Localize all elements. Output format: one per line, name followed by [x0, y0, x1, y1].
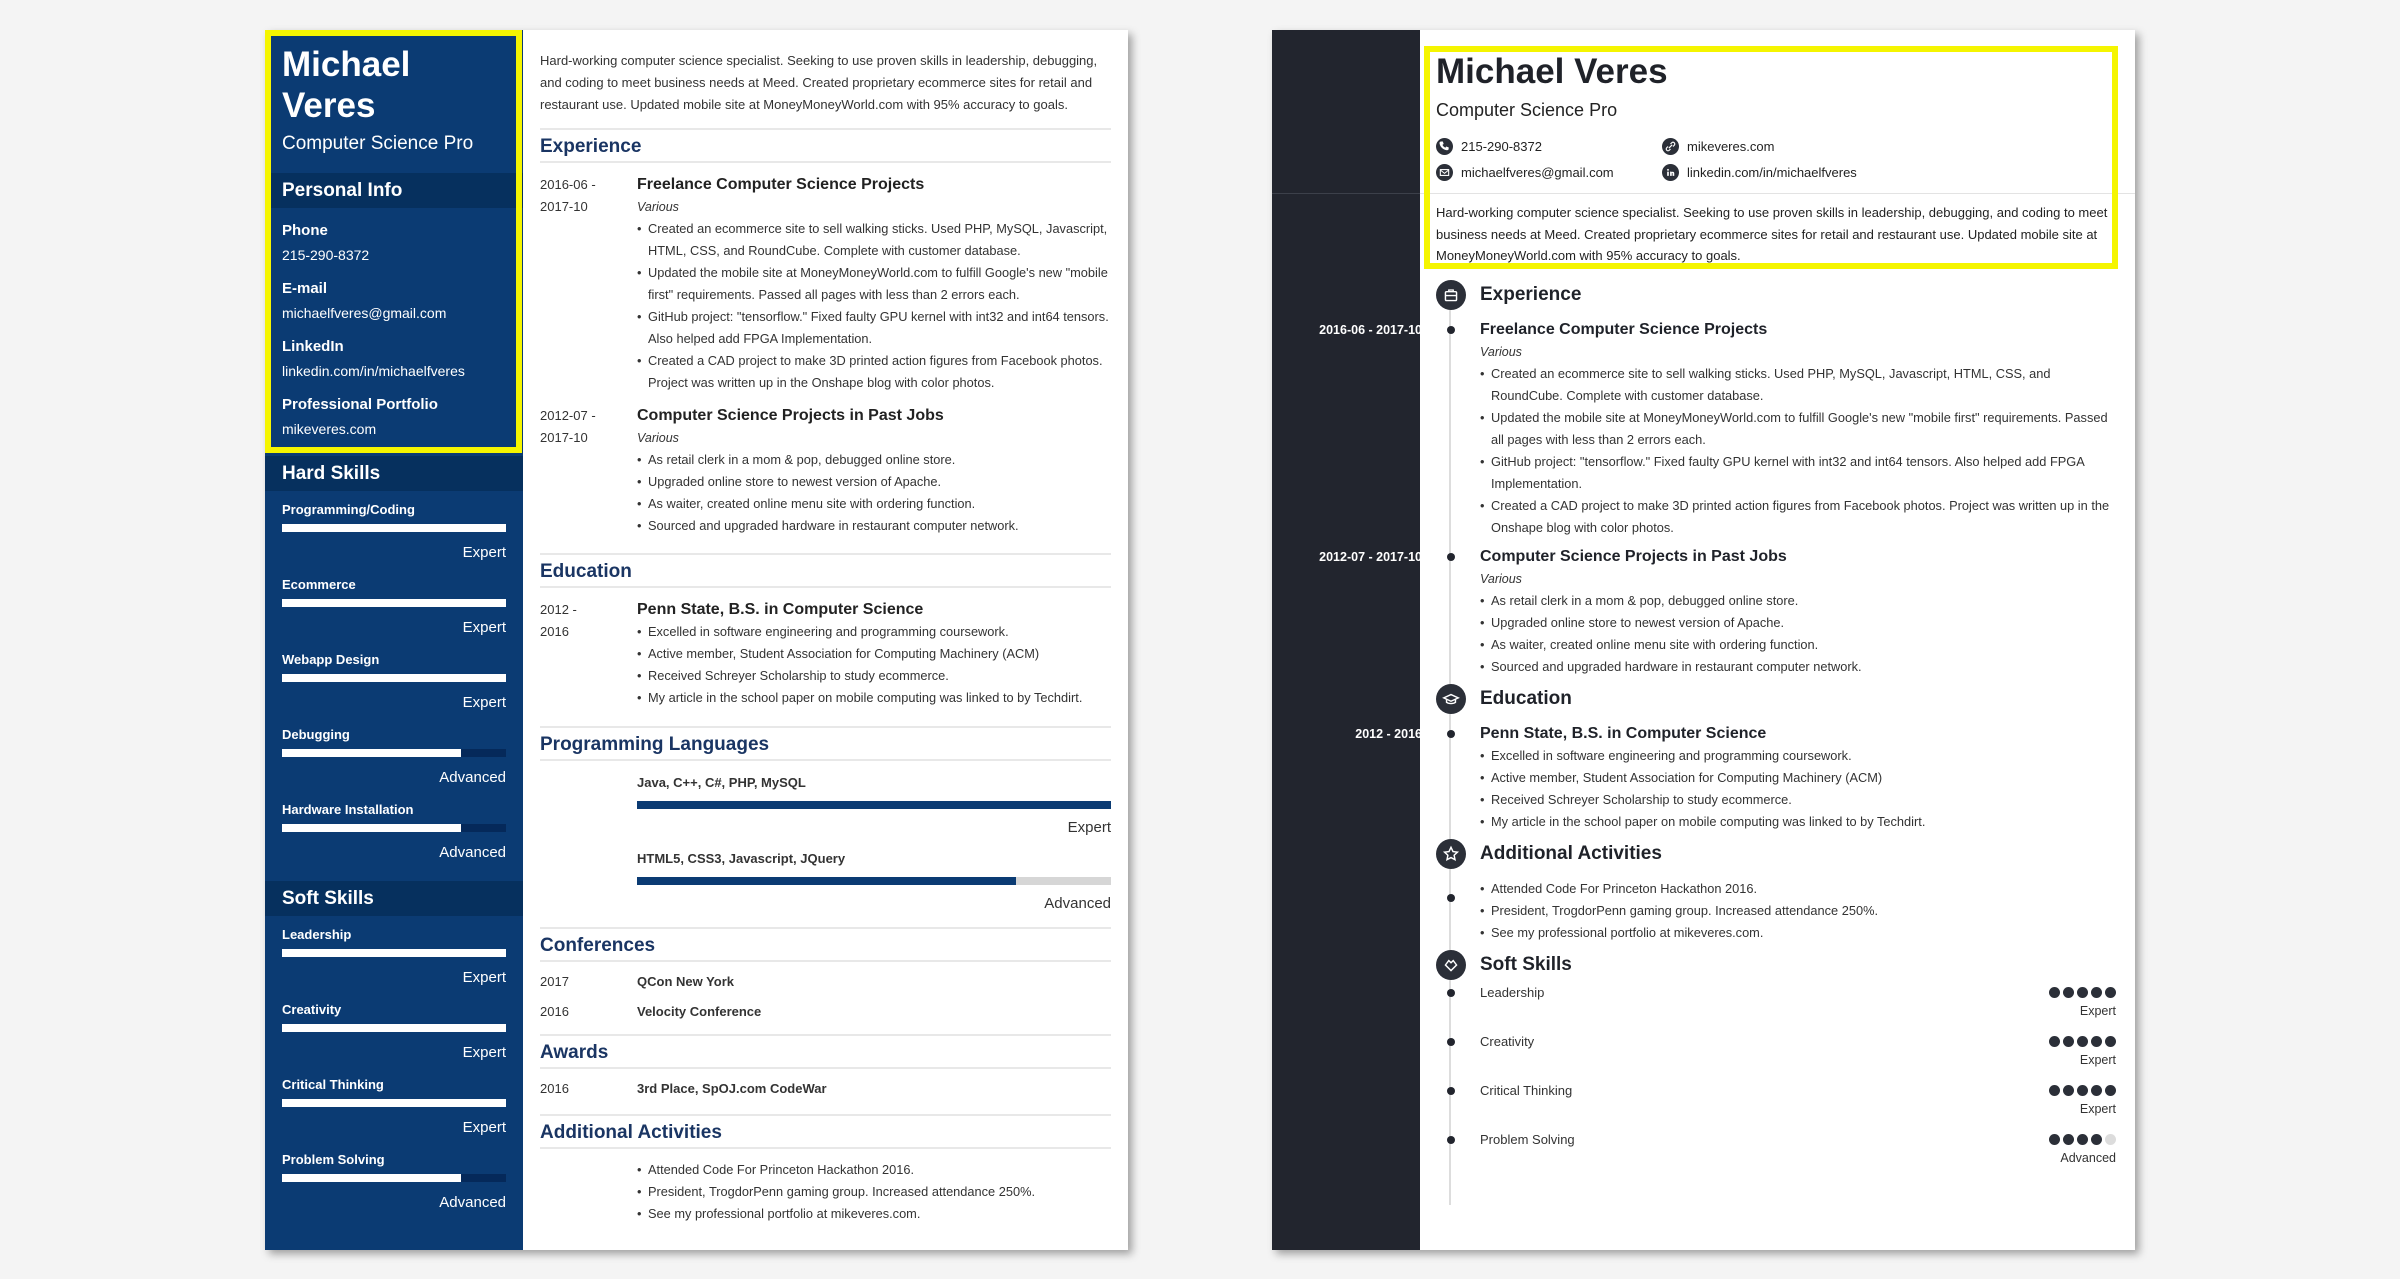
skill-name: Problem Solving	[282, 1152, 385, 1167]
year: 2017	[540, 974, 569, 989]
date-end: 2016	[540, 624, 569, 639]
timeline-dot	[1447, 1136, 1455, 1144]
contact-item	[282, 218, 369, 268]
bullet-item: • As waiter, created online menu site with ordering function.	[1480, 634, 2116, 656]
language-name: Java, C++, C#, PHP, MySQL	[637, 775, 806, 790]
bullet-item: • President, TrogdorPenn gaming group. Increased attendance 250%.	[1480, 900, 2116, 922]
bullet-item: • Updated the mobile site at MoneyMoneyWorld.com to fulfill Google's new "mobile first" requirements. Passed all pages with less than 2 errors each.	[1480, 407, 2116, 451]
entry	[540, 599, 1111, 709]
rating-dot	[2105, 987, 2116, 998]
contact-item	[1662, 138, 1774, 155]
section-heading: Awards	[540, 1034, 1111, 1069]
hard-skills-heading: Hard Skills	[265, 456, 523, 491]
section-heading: Experience	[540, 128, 1111, 163]
bullet-item: • My article in the school paper on mobile computing was linked to by Techdirt.	[637, 687, 1111, 709]
skill-bar	[282, 824, 506, 832]
job-title: Computer Science Pro	[1436, 100, 1618, 120]
rating-dot	[2091, 1085, 2102, 1096]
skill-item	[282, 1000, 506, 1062]
skill-bar	[282, 1024, 506, 1032]
rating-dot	[2105, 1085, 2116, 1096]
skill-bar	[282, 524, 506, 532]
bullet-item: • Excelled in software engineering and programming coursework.	[1480, 745, 2116, 767]
bullet-item: • President, TrogdorPenn gaming group. Increased attendance 250%.	[637, 1181, 1111, 1203]
skill-name: Hardware Installation	[282, 802, 414, 817]
section-heading	[1436, 278, 2116, 312]
skill-rating	[2049, 1085, 2116, 1096]
date-start: 2012-07 -	[540, 408, 596, 423]
section-title: Experience	[1480, 284, 1582, 305]
contact-value: 215-290-8372	[282, 247, 370, 263]
entry-dates	[540, 174, 637, 394]
section-title: Soft Skills	[1480, 954, 1572, 975]
skill-level: Advanced	[439, 769, 506, 786]
skill-name: Creativity	[282, 1002, 342, 1017]
contact-label: Professional Portfolio	[282, 396, 438, 413]
graduation-cap-icon	[1436, 684, 1466, 714]
contact-item	[282, 276, 446, 326]
contact-label: LinkedIn	[282, 338, 344, 355]
contact-label: Phone	[282, 222, 328, 239]
personal-info-heading: Personal Info	[265, 173, 523, 208]
skill-bar	[282, 749, 506, 757]
skill-name: Critical Thinking	[1480, 1083, 1573, 1098]
skill-level: Expert	[462, 694, 506, 711]
language-bar-fill	[637, 801, 1111, 809]
entry-dates: 2016-06 - 2017-10	[1319, 323, 1422, 337]
rating-dot	[2091, 1036, 2102, 1047]
skill-bar	[282, 949, 506, 957]
skill-item	[1480, 1129, 2116, 1178]
bullet-item: • See my professional portfolio at mikeveres.com.	[637, 1203, 1111, 1225]
skill-item	[282, 500, 506, 562]
rating-dot	[2049, 1036, 2060, 1047]
awards-item	[540, 1079, 1111, 1099]
bullet-list	[637, 218, 1111, 394]
date-start: 2012 -	[540, 602, 577, 617]
bullet-item: • Created an ecommerce site to sell walking sticks. Used PHP, MySQL, Javascript, HTML, CSS, and RoundCube. Complete with customer database.	[637, 218, 1111, 262]
skill-name: Critical Thinking	[282, 1077, 384, 1092]
rating-dot	[2049, 1085, 2060, 1096]
language-bar	[637, 877, 1111, 885]
bullet-item: • Upgraded online store to newest version of Apache.	[1480, 612, 2116, 634]
bullet-list	[637, 621, 1111, 709]
section-heading	[1436, 837, 2116, 871]
bullet-item: • As retail clerk in a mom & pop, debugged online store.	[637, 449, 1111, 471]
skill-item	[282, 925, 506, 987]
bullet-item: • Created a CAD project to make 3D printed action figures from Facebook photos. Project was written up in the Onshape blog with color photos.	[1480, 495, 2116, 539]
entry-dates	[540, 405, 637, 537]
bullet-item: • Updated the mobile site at MoneyMoneyWorld.com to fulfill Google's new "mobile first" requirements. Passed all pages with less than 2 errors each.	[637, 262, 1111, 306]
main-content	[1319, 274, 2116, 1178]
entry	[1355, 723, 2116, 833]
section-heading	[1436, 948, 2116, 982]
bullet-item: • Attended Code For Princeton Hackathon 2016.	[637, 1159, 1111, 1181]
section-heading: Conferences	[540, 927, 1111, 962]
skill-bar-fill	[282, 599, 506, 607]
rating-dot	[2077, 987, 2088, 998]
entry	[1319, 546, 2116, 678]
bullet-item: • As waiter, created online menu site with ordering function.	[637, 493, 1111, 515]
skill-name: Programming/Coding	[282, 502, 415, 517]
language-bar-fill	[637, 877, 1016, 885]
bullet-item: • Created a CAD project to make 3D printed action figures from Facebook photos. Project was written up in the Onshape blog with color photos.	[637, 350, 1111, 394]
language-item	[637, 849, 1111, 913]
entry	[1319, 319, 2116, 539]
bullet-item: • As retail clerk in a mom & pop, debugged online store.	[1480, 590, 2116, 612]
bullet-item: • GitHub project: "tensorflow." Fixed faulty GPU kernel with int32 and int64 tensors. Also helped add FPGA Implementation.	[637, 306, 1111, 350]
contact-item	[1436, 138, 1542, 155]
skill-level: Expert	[462, 1119, 506, 1136]
skill-level: Expert	[462, 969, 506, 986]
skill-item	[282, 1075, 506, 1137]
name: Velocity Conference	[637, 1004, 762, 1019]
year: 2016	[540, 1004, 569, 1019]
summary: Hard-working computer science specialist. Seeking to use proven skills in leadership, debugging, and coding to meet business needs at Meed. Created proprietary ecommerce sites for retail and restaurant use. Updated mobile site at MoneyMoneyWorld.com with 95% accuracy to goals.	[1436, 205, 2108, 263]
skill-bar-fill	[282, 949, 506, 957]
skill-item	[282, 575, 506, 637]
skill-name: Problem Solving	[1480, 1132, 1575, 1147]
name: QCon New York	[637, 974, 735, 989]
skill-item	[1480, 1031, 2116, 1080]
skill-level: Expert	[462, 619, 506, 636]
skill-name: Webapp Design	[282, 652, 380, 667]
entry-title: Penn State, B.S. in Computer Science	[637, 601, 924, 618]
conferences-section	[540, 927, 1111, 1022]
date-start: 2016-06 -	[540, 177, 596, 192]
divider	[1272, 193, 1420, 194]
skill-level: Advanced	[439, 1194, 506, 1211]
rating-dot	[2091, 987, 2102, 998]
star-icon	[1436, 839, 1466, 869]
conferences-item	[540, 972, 1111, 992]
contact-value: linkedin.com/in/michaelfveres	[1687, 165, 1857, 180]
skill-bar-fill	[282, 1099, 506, 1107]
rating-dot	[2049, 987, 2060, 998]
skill-item	[1480, 982, 2116, 1031]
skill-level: Expert	[462, 1044, 506, 1061]
contact-item	[1662, 164, 1857, 181]
entry-dates: 2012 - 2016	[1355, 727, 1422, 741]
timeline-dot	[1447, 989, 1455, 997]
skill-item	[282, 800, 506, 862]
entry-company: Various	[637, 200, 679, 214]
bullet-item: • My article in the school paper on mobile computing was linked to by Techdirt.	[1480, 811, 2116, 833]
section-heading: Programming Languages	[540, 726, 1111, 761]
entry-company: Various	[1480, 572, 1522, 586]
section-heading: Education	[540, 553, 1111, 588]
bullet-item: • Excelled in software engineering and programming coursework.	[637, 621, 1111, 643]
soft-skills-heading: Soft Skills	[265, 881, 523, 916]
rating-dot	[2063, 1036, 2074, 1047]
rating-dot	[2077, 1134, 2088, 1145]
contact-value: 215-290-8372	[1461, 139, 1542, 154]
bullet-item: • See my professional portfolio at mikeveres.com.	[1480, 922, 2116, 944]
entry	[1480, 878, 2116, 944]
entry-body	[637, 405, 1111, 537]
linkedin-icon	[1662, 164, 1679, 181]
contact-label: E-mail	[282, 280, 328, 297]
rating-dot	[2105, 1036, 2116, 1047]
experience-section	[540, 128, 1111, 537]
bullet-list	[1480, 745, 2116, 833]
skill-bar	[282, 674, 506, 682]
timeline-dot	[1447, 326, 1455, 334]
bullet-item: • Upgraded online store to newest version of Apache.	[637, 471, 1111, 493]
awards-section	[540, 1034, 1111, 1099]
year: 2016	[540, 1081, 569, 1096]
skill-name: Leadership	[282, 927, 352, 942]
skill-bar-fill	[282, 524, 506, 532]
contact-item	[282, 334, 465, 384]
skill-level: Expert	[2079, 1053, 2116, 1067]
skill-bar-fill	[282, 824, 461, 832]
skill-level: Advanced	[439, 844, 506, 861]
skill-rating	[2049, 1036, 2116, 1047]
bullet-list	[637, 449, 1111, 537]
skill-rating	[2049, 987, 2116, 998]
job-title: Computer Science Pro	[282, 133, 474, 154]
bullet-list	[1480, 363, 2116, 539]
date-end: 2017-10	[540, 430, 588, 445]
contact-item	[282, 392, 438, 442]
section-title: Education	[1480, 688, 1572, 709]
skill-bar-fill	[282, 1024, 506, 1032]
bullet-item: • Received Schreyer Scholarship to study ecommerce.	[1480, 789, 2116, 811]
bullet-list	[1480, 878, 2116, 944]
first-name: Michael	[282, 45, 411, 84]
language-level: Advanced	[1044, 895, 1111, 912]
skill-item	[1480, 1080, 2116, 1129]
skill-level: Expert	[2079, 1004, 2116, 1018]
email-icon	[1436, 164, 1453, 181]
language-bar	[637, 801, 1111, 809]
rating-dot	[2105, 1134, 2116, 1145]
bullet-item: • Active member, Student Association for Computing Machinery (ACM)	[637, 643, 1111, 665]
language-name: HTML5, CSS3, Javascript, JQuery	[637, 851, 846, 866]
bullet-item: • Sourced and upgraded hardware in restaurant computer network.	[637, 515, 1111, 537]
timeline-dot	[1447, 730, 1455, 738]
skill-bar-fill	[282, 1174, 461, 1182]
rating-dot	[2063, 987, 2074, 998]
bullet-item: • Sourced and upgraded hardware in restaurant computer network.	[1480, 656, 2116, 678]
rating-dot	[2063, 1134, 2074, 1145]
entry-title: Penn State, B.S. in Computer Science	[1480, 725, 1767, 742]
skill-name: Debugging	[282, 727, 350, 742]
section-title: Additional Activities	[1480, 843, 1662, 864]
rating-dot	[2077, 1036, 2088, 1047]
handshake-icon	[1436, 950, 1466, 980]
skill-item	[282, 1150, 506, 1212]
bullet-item: • Attended Code For Princeton Hackathon 2016.	[1480, 878, 2116, 900]
bullet-item: • GitHub project: "tensorflow." Fixed faulty GPU kernel with int32 and int64 tensors. Also helped add FPGA Implementation.	[1480, 451, 2116, 495]
resume-template-blue-sidebar	[265, 30, 1128, 1250]
skill-rating	[2049, 1134, 2116, 1145]
candidate-name: Michael Veres	[1436, 52, 1668, 91]
left-sidebar	[1272, 30, 1420, 1250]
bullet-item: • Created an ecommerce site to sell walking sticks. Used PHP, MySQL, Javascript, HTML, CSS, and RoundCube. Complete with customer database.	[1480, 363, 2116, 407]
timeline-dot	[1447, 894, 1455, 902]
contact-value: mikeveres.com	[282, 421, 377, 437]
entry	[540, 174, 1111, 394]
timeline-dot	[1447, 1038, 1455, 1046]
resume-template-dark-sidebar	[1272, 30, 2135, 1250]
bullet-item: • Received Schreyer Scholarship to study ecommerce.	[637, 665, 1111, 687]
entry-dates	[540, 599, 637, 709]
language-item	[637, 773, 1111, 837]
entry-title: Freelance Computer Science Projects	[637, 176, 925, 193]
timeline-dot	[1447, 1087, 1455, 1095]
skill-bar	[282, 599, 506, 607]
skill-bar	[282, 1174, 506, 1182]
entry-title: Computer Science Projects in Past Jobs	[1480, 548, 1787, 565]
entry-body	[637, 174, 1111, 394]
entry-company: Various	[1480, 345, 1522, 359]
entry-title: Freelance Computer Science Projects	[1480, 321, 1768, 338]
rating-dot	[2091, 1134, 2102, 1145]
entry	[540, 405, 1111, 537]
skill-item	[282, 725, 506, 787]
contact-item	[1436, 164, 1614, 181]
programming-languages-section	[540, 726, 1111, 913]
rating-dot	[2063, 1085, 2074, 1096]
link-icon	[1662, 138, 1679, 155]
conferences-item	[540, 1002, 1111, 1022]
language-level: Expert	[1067, 819, 1111, 836]
rating-dot	[2049, 1134, 2060, 1145]
entry-title: Computer Science Projects in Past Jobs	[637, 407, 944, 424]
activities-section	[540, 1114, 1111, 1225]
summary: Hard-working computer science specialist. Seeking to use proven skills in leadership, debugging, and coding to meet business needs at Meed. Created proprietary ecommerce sites for retail and restaurant use. Updated mobile site at MoneyMoneyWorld.com with 95% accuracy to goals.	[540, 53, 1098, 112]
bullet-list	[1480, 590, 2116, 678]
skill-name: Ecommerce	[282, 577, 356, 592]
skill-bar-fill	[282, 749, 461, 757]
bullet-item: • Active member, Student Association for Computing Machinery (ACM)	[1480, 767, 2116, 789]
entry-body	[637, 599, 1111, 709]
briefcase-icon	[1436, 280, 1466, 310]
contact-value: mikeveres.com	[1687, 139, 1775, 154]
skill-name: Leadership	[1480, 985, 1545, 1000]
entry-dates: 2012-07 - 2017-10	[1319, 550, 1422, 564]
section-heading	[1436, 682, 2116, 716]
rating-dot	[2077, 1085, 2088, 1096]
skill-bar	[282, 1099, 506, 1107]
candidate-name	[282, 44, 410, 126]
education-section	[540, 553, 1111, 709]
date-end: 2017-10	[540, 199, 588, 214]
timeline-dot	[1447, 553, 1455, 561]
contact-value: michaelfveres@gmail.com	[1461, 165, 1614, 180]
skill-level: Expert	[2079, 1102, 2116, 1116]
contact-value: linkedin.com/in/michaelfveres	[282, 363, 465, 379]
skill-level: Expert	[462, 544, 506, 561]
contact-value: michaelfveres@gmail.com	[282, 305, 447, 321]
name: 3rd Place, SpOJ.com CodeWar	[637, 1081, 827, 1096]
phone-icon	[1436, 138, 1453, 155]
left-sidebar	[265, 30, 523, 1250]
section-heading: Additional Activities	[540, 1114, 1111, 1149]
skill-bar-fill	[282, 674, 506, 682]
last-name: Veres	[282, 86, 376, 125]
skill-name: Creativity	[1480, 1034, 1535, 1049]
skill-level: Advanced	[2060, 1151, 2116, 1165]
entry-company: Various	[637, 431, 679, 445]
skill-item	[282, 650, 506, 712]
